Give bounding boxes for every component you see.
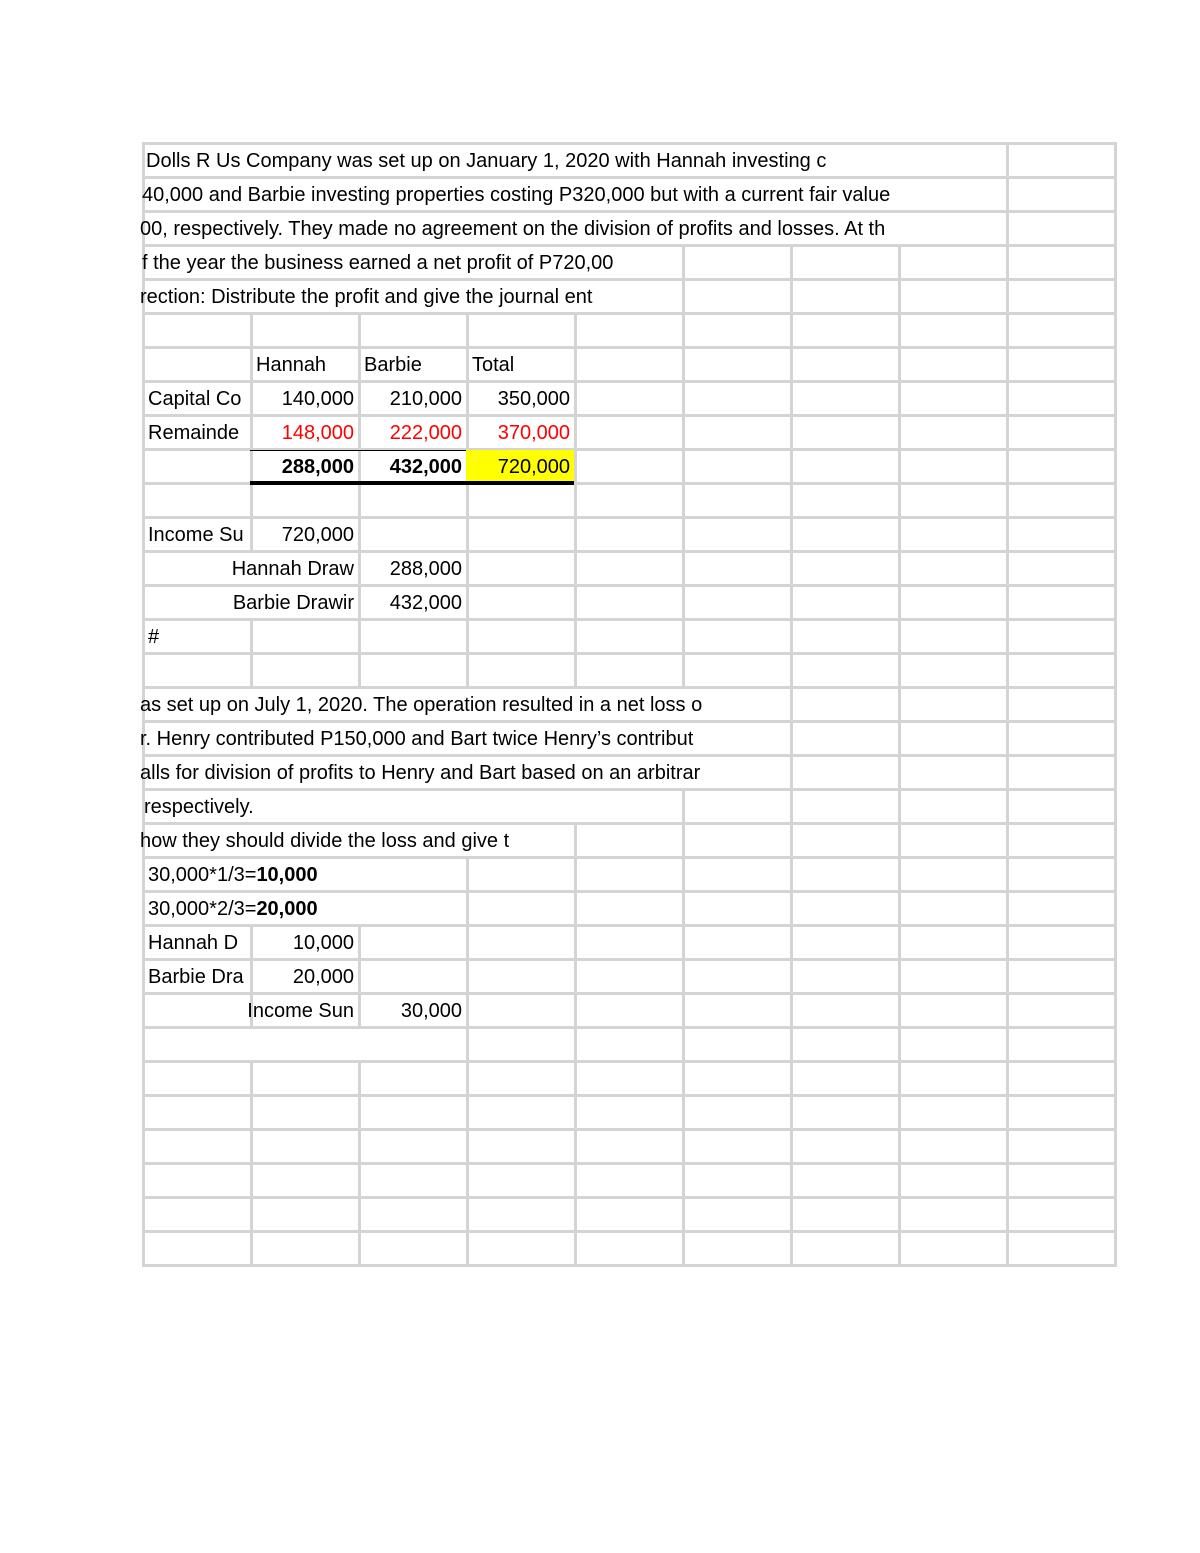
gridline (790, 992, 793, 1029)
gridline (574, 550, 577, 587)
gridline (790, 414, 793, 451)
journal1-marker: # (148, 626, 160, 648)
gridline (682, 890, 685, 927)
gridline (1114, 686, 1117, 723)
gridline (1006, 856, 1009, 893)
gridline (466, 992, 469, 1029)
gridline (790, 856, 793, 893)
gridline (1006, 788, 1009, 825)
gridline (142, 1128, 1114, 1131)
gridline (466, 516, 469, 553)
gridline (574, 380, 577, 417)
gridline (1114, 380, 1117, 417)
loss-calc-line1-formula: 30,000*1/3= (148, 864, 257, 886)
gridline (574, 584, 577, 621)
gridline (1006, 346, 1009, 383)
capital-hannah: 140,000 (281, 388, 354, 410)
gridline (682, 380, 685, 417)
journal1-debit-amount: 720,000 (281, 524, 354, 546)
gridline (1006, 1026, 1009, 1063)
gridline (1006, 1230, 1009, 1267)
gridline (358, 618, 361, 655)
gridline (250, 618, 253, 655)
gridline (466, 618, 469, 655)
loss-calc-line1-result: 10,000 (256, 864, 318, 886)
gridline (1006, 210, 1009, 247)
gridline (142, 1162, 145, 1199)
gridline (1114, 788, 1117, 825)
gridline (574, 958, 577, 995)
gridline (466, 1094, 469, 1131)
gridline (790, 822, 793, 859)
gridline (1006, 414, 1009, 451)
gridline (898, 278, 901, 315)
spreadsheet-page (142, 142, 1114, 1260)
gridline (790, 924, 793, 961)
problem1-line1: Dolls R Us Company was set up on January 1, 2020 with Hannah investing c (146, 150, 827, 172)
gridline (790, 1026, 793, 1063)
journal1-credit1-amount: 288,000 (389, 558, 462, 580)
gridline (142, 482, 145, 519)
gridline (574, 448, 577, 485)
gridline (574, 1196, 577, 1233)
gridline (898, 346, 901, 383)
gridline (142, 1196, 145, 1233)
gridline (1114, 652, 1117, 689)
gridline (898, 720, 901, 757)
gridline (1006, 516, 1009, 553)
gridline (574, 1128, 577, 1165)
gridline (1006, 1094, 1009, 1131)
gridline (250, 1162, 253, 1199)
gridline (898, 482, 901, 519)
gridline (1114, 618, 1117, 655)
gridline (790, 618, 793, 655)
gridline (250, 482, 253, 519)
gridline (466, 1230, 469, 1267)
gridline (1114, 754, 1117, 791)
gridline (790, 516, 793, 553)
gridline (790, 1230, 793, 1267)
gridline (1006, 550, 1009, 587)
gridline (1006, 1060, 1009, 1097)
gridline (1114, 142, 1117, 179)
journal2-debit1-amount: 10,000 (292, 932, 354, 954)
gridline (1006, 176, 1009, 213)
gridline (898, 448, 901, 485)
gridline (898, 414, 901, 451)
gridline (682, 516, 685, 553)
gridline (898, 1196, 901, 1233)
gridline (790, 550, 793, 587)
journal1-credit2-label: Barbie Drawir (232, 592, 354, 614)
gridline (574, 856, 577, 893)
gridline (250, 1128, 253, 1165)
gridline (898, 788, 901, 825)
gridline (682, 482, 685, 519)
gridline (250, 1094, 253, 1131)
gridline (250, 1196, 253, 1233)
gridline (574, 414, 577, 451)
gridline (574, 890, 577, 927)
gridline (250, 312, 253, 349)
gridline (142, 1196, 1114, 1199)
total-hannah: 288,000 (281, 456, 354, 478)
journal1-credit2-amount: 432,000 (389, 592, 462, 614)
gridline (358, 1162, 361, 1199)
gridline (1114, 1162, 1117, 1199)
total-double-underline (250, 481, 574, 485)
gridline (898, 244, 901, 281)
problem1-line3: 00, respectively. They made no agreement on the division of profits and losses. At th (140, 218, 886, 240)
gridline (790, 584, 793, 621)
gridline (358, 1094, 361, 1131)
gridline (142, 1230, 1114, 1233)
gridline (1114, 924, 1117, 961)
gridline (682, 924, 685, 961)
gridline (358, 958, 361, 995)
gridline (898, 652, 901, 689)
remainder-total: 370,000 (497, 422, 570, 444)
gridline (790, 380, 793, 417)
gridline (466, 1196, 469, 1233)
journal2-credit-label: Income Sun (247, 1000, 354, 1022)
gridline (790, 788, 793, 825)
gridline (142, 652, 1114, 655)
remainder-barbie: 222,000 (389, 422, 462, 444)
gridline (358, 652, 361, 689)
gridline (466, 890, 469, 927)
gridline (466, 1128, 469, 1165)
capital-total: 350,000 (497, 388, 570, 410)
gridline (142, 584, 145, 621)
problem2-line2: r. Henry contributed P150,000 and Bart twice Henry’s contribut (140, 728, 694, 750)
gridline (1114, 414, 1117, 451)
gridline (142, 1026, 145, 1063)
gridline (1114, 448, 1117, 485)
remainder-row-label: Remainde (148, 422, 240, 444)
gridline (574, 924, 577, 961)
gridline (898, 1128, 901, 1165)
gridline (682, 584, 685, 621)
header-total: Total (472, 354, 515, 376)
gridline (358, 924, 361, 961)
gridline (898, 1026, 901, 1063)
loss-calc-line2 (144, 892, 464, 926)
gridline (358, 1230, 361, 1267)
problem1-line2: 40,000 and Barbie investing properties costing P320,000 but with a current fair value (142, 184, 891, 206)
gridline (898, 686, 901, 723)
gridline (1006, 652, 1009, 689)
gridline (466, 1060, 469, 1097)
gridline (790, 346, 793, 383)
gridline (682, 448, 685, 485)
gridline (682, 346, 685, 383)
gridline (790, 652, 793, 689)
gridline (142, 550, 145, 587)
gridline (682, 1060, 685, 1097)
gridline (1006, 618, 1009, 655)
gridline (142, 1162, 1114, 1165)
gridline (1114, 856, 1117, 893)
gridline (574, 1026, 577, 1063)
gridline (898, 312, 901, 349)
gridline (790, 278, 793, 315)
gridline (790, 448, 793, 485)
gridline (142, 1094, 1114, 1097)
gridline (682, 550, 685, 587)
gridline (466, 312, 469, 349)
gridline (1114, 584, 1117, 621)
gridline (466, 856, 469, 893)
gridline (358, 1060, 361, 1097)
remainder-hannah: 148,000 (281, 422, 354, 444)
gridline (574, 652, 577, 689)
gridline (1114, 482, 1117, 519)
gridline (790, 1128, 793, 1165)
gridline (682, 958, 685, 995)
gridline (574, 1230, 577, 1267)
gridline (1114, 720, 1117, 757)
gridline (142, 448, 145, 485)
loss-calc-line1 (144, 858, 464, 892)
gridline (790, 720, 793, 757)
gridline (358, 516, 361, 553)
gridline (250, 1060, 253, 1097)
gridline (1114, 210, 1117, 247)
gridline (682, 278, 685, 315)
gridline (466, 482, 469, 519)
gridline (898, 754, 901, 791)
gridline (682, 652, 685, 689)
gridline (790, 1196, 793, 1233)
gridline (682, 312, 685, 349)
gridline (574, 618, 577, 655)
gridline (142, 1060, 145, 1097)
gridline (790, 482, 793, 519)
gridline (574, 482, 577, 519)
gridline (1114, 1026, 1117, 1063)
gridline (790, 244, 793, 281)
gridline (898, 958, 901, 995)
gridline (898, 516, 901, 553)
journal2-debit2-amount: 20,000 (292, 966, 354, 988)
gridline (1006, 142, 1009, 179)
gridline (898, 890, 901, 927)
gridline (682, 414, 685, 451)
gridline (1114, 550, 1117, 587)
problem1-line5: rection: Distribute the profit and give the journal ent (140, 286, 593, 308)
gridline (1006, 890, 1009, 927)
gridline (466, 550, 469, 587)
gridline (574, 516, 577, 553)
gridline (574, 312, 577, 349)
gridline (574, 992, 577, 1029)
gridline (1006, 1128, 1009, 1165)
gridline (574, 1162, 577, 1199)
gridline (1114, 1128, 1117, 1165)
total-barbie: 432,000 (389, 456, 462, 478)
gridline (250, 1230, 253, 1267)
gridline (1006, 958, 1009, 995)
gridline (682, 618, 685, 655)
capital-row-label: Capital Co (148, 388, 242, 410)
gridline (142, 1128, 145, 1165)
gridline (1114, 992, 1117, 1029)
gridline (574, 822, 577, 859)
gridline (1006, 992, 1009, 1029)
loss-calc-line2-result: 20,000 (256, 898, 318, 920)
gridline (790, 958, 793, 995)
gridline (1006, 244, 1009, 281)
gridline (466, 652, 469, 689)
gridline (682, 1026, 685, 1063)
header-hannah: Hannah (256, 354, 327, 376)
gridline (142, 1060, 1114, 1063)
gridline (358, 1196, 361, 1233)
gridline (574, 1060, 577, 1097)
gridline (898, 924, 901, 961)
gridline (1114, 312, 1117, 349)
gridline (682, 244, 685, 281)
journal1-credit1-label: Hannah Draw (231, 558, 354, 580)
problem2-line4: respectively. (144, 796, 254, 818)
gridline (898, 992, 901, 1029)
gridline (1114, 1196, 1117, 1233)
gridline (682, 1230, 685, 1267)
gridline (790, 890, 793, 927)
gridline (898, 584, 901, 621)
gridline (574, 1094, 577, 1131)
gridline (466, 958, 469, 995)
gridline (790, 1094, 793, 1131)
gridline (142, 1094, 145, 1131)
gridline (1006, 822, 1009, 859)
gridline (1006, 720, 1009, 757)
gridline (1006, 1162, 1009, 1199)
header-barbie: Barbie (364, 354, 422, 376)
gridline (898, 550, 901, 587)
gridline (1114, 890, 1117, 927)
gridline (1006, 584, 1009, 621)
gridline (898, 822, 901, 859)
gridline (1006, 482, 1009, 519)
gridline (142, 652, 145, 689)
journal2-credit-amount: 30,000 (400, 1000, 462, 1022)
capital-barbie: 210,000 (389, 388, 462, 410)
gridline (142, 312, 145, 349)
journal1-debit-label: Income Su (148, 524, 244, 546)
gridline (682, 822, 685, 859)
gridline (790, 686, 793, 723)
gridline (250, 652, 253, 689)
gridline (466, 1026, 469, 1063)
gridline (682, 992, 685, 1029)
problem2-line1: as set up on July 1, 2020. The operation resulted in a net loss o (140, 694, 703, 716)
gridline (682, 1128, 685, 1165)
problem2-line5: how they should divide the loss and give t (140, 830, 510, 852)
gridline (790, 1162, 793, 1199)
gridline (898, 618, 901, 655)
gridline (1114, 1230, 1117, 1267)
gridline (1114, 244, 1117, 281)
gridline (142, 346, 145, 383)
gridline (790, 754, 793, 791)
gridline (1114, 176, 1117, 213)
gridline (898, 1162, 901, 1199)
gridline (898, 380, 901, 417)
loss-calc-line2-formula: 30,000*2/3= (148, 898, 257, 920)
gridline (1114, 958, 1117, 995)
gridline (1006, 1196, 1009, 1233)
problem1-line4: f the year the business earned a net profit of P720,00 (142, 252, 614, 274)
total-grand: 720,000 (497, 456, 570, 478)
gridline (790, 312, 793, 349)
gridline (1006, 448, 1009, 485)
gridline (466, 584, 469, 621)
gridline (1006, 686, 1009, 723)
gridline (898, 856, 901, 893)
gridline (142, 1264, 1114, 1267)
gridline (142, 992, 145, 1029)
gridline (1006, 754, 1009, 791)
gridline (898, 1230, 901, 1267)
gridline (682, 1094, 685, 1131)
problem2-line3: alls for division of profits to Henry and Bart based on an arbitrar (140, 762, 701, 784)
gridline (682, 1162, 685, 1199)
gridline (1114, 822, 1117, 859)
gridline (358, 1128, 361, 1165)
gridline (1114, 516, 1117, 553)
gridline (1114, 1060, 1117, 1097)
journal2-debit2-label: Barbie Dra (148, 966, 244, 988)
gridline (466, 1162, 469, 1199)
gridline (1006, 312, 1009, 349)
gridline (466, 924, 469, 961)
gridline (1114, 346, 1117, 383)
gridline (682, 856, 685, 893)
gridline (898, 1094, 901, 1131)
gridline (358, 312, 361, 349)
gridline (1006, 924, 1009, 961)
gridline (1114, 278, 1117, 315)
gridline (358, 482, 361, 519)
gridline (1006, 278, 1009, 315)
gridline (682, 1196, 685, 1233)
gridline (898, 1060, 901, 1097)
journal2-debit1-label: Hannah D (148, 932, 239, 954)
gridline (790, 1060, 793, 1097)
gridline (1114, 1094, 1117, 1131)
gridline (142, 1230, 145, 1267)
gridline (1006, 380, 1009, 417)
